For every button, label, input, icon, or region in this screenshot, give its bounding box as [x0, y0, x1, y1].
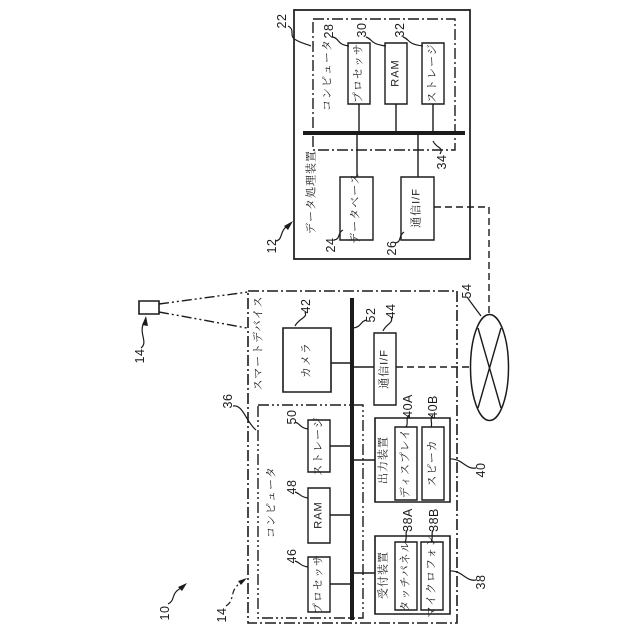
dpd-comm-if-label: 通信I/F [410, 188, 423, 228]
leader-38 [450, 571, 476, 580]
sd-reception-device-label: 受付装置 [377, 551, 390, 599]
ref-54: 54 [459, 283, 474, 299]
leader-54 [467, 297, 481, 316]
ref-38B: 38B [426, 508, 441, 532]
dpd-storage-label: ストレージ [426, 43, 439, 103]
ref-38A: 38A [400, 508, 415, 532]
ref-34: 34 [434, 154, 449, 170]
leader-40 [450, 459, 476, 468]
smart-device-title: スマートデバイス [252, 295, 265, 391]
sd-output-device-label: 出力装置 [377, 436, 390, 484]
sd-camera-label: カメラ [300, 342, 313, 378]
ref-12: 12 [264, 238, 279, 254]
leader-30 [366, 37, 386, 46]
ref-10: 10 [157, 605, 172, 621]
ref-14-mini: 14 [132, 348, 147, 364]
leader-32 [403, 37, 423, 46]
sd-storage-label: ストレージ [312, 416, 325, 476]
arrowhead-14-mini [142, 316, 148, 326]
leader-34 [433, 141, 441, 154]
sd-comm-if-label: 通信I/F [378, 349, 391, 389]
dpd-ram-label: RAM [389, 59, 402, 87]
ref-38: 38 [473, 574, 488, 590]
ref-22: 22 [274, 13, 289, 29]
ref-28: 28 [321, 23, 336, 39]
sd-processor-label: プロセッサ [312, 554, 325, 614]
leader-44 [383, 317, 392, 331]
ref-50: 50 [284, 409, 299, 425]
arrowhead-10 [178, 583, 187, 591]
dpd-processor-label: プロセッサ [352, 43, 365, 103]
leader-42 [295, 312, 306, 326]
sd-touch-panel-label: タッチパネル [399, 540, 412, 612]
magnify-line-upper [159, 292, 248, 304]
ref-26: 26 [384, 240, 399, 256]
magnify-line-lower [159, 312, 247, 328]
sd-microphone-label: マイクロフォン [425, 534, 438, 618]
dpd-title: データ処理装置 [305, 150, 318, 234]
ref-48: 48 [284, 479, 299, 495]
leader-22 [288, 26, 311, 46]
sd-computer-label: コンピュータ [265, 466, 278, 538]
ref-42: 42 [298, 298, 313, 314]
dpd-computer-label: コンピュータ [321, 39, 334, 111]
arrowhead-14-box [238, 578, 247, 585]
dpd-database-label: データベース [349, 172, 362, 244]
sd-speaker-label: スピーカ [426, 439, 439, 487]
ref-32: 32 [392, 22, 407, 38]
leader-10 [168, 588, 181, 604]
sd-display-label: ディスプレイ [399, 427, 412, 499]
ref-52: 52 [363, 307, 378, 323]
ref-36: 36 [220, 393, 235, 409]
leader-36 [233, 406, 256, 430]
ref-40A: 40A [400, 394, 415, 418]
ref-40: 40 [473, 462, 488, 478]
sd-ram-label: RAM [312, 501, 325, 529]
ref-24: 24 [323, 237, 338, 253]
mini-smart-device [139, 301, 159, 314]
ref-44: 44 [383, 303, 398, 319]
ref-30: 30 [354, 22, 369, 38]
ref-46: 46 [284, 548, 299, 564]
ref-14-box: 14 [214, 607, 229, 623]
leader-14-box [226, 582, 242, 606]
ref-40B: 40B [425, 395, 440, 419]
